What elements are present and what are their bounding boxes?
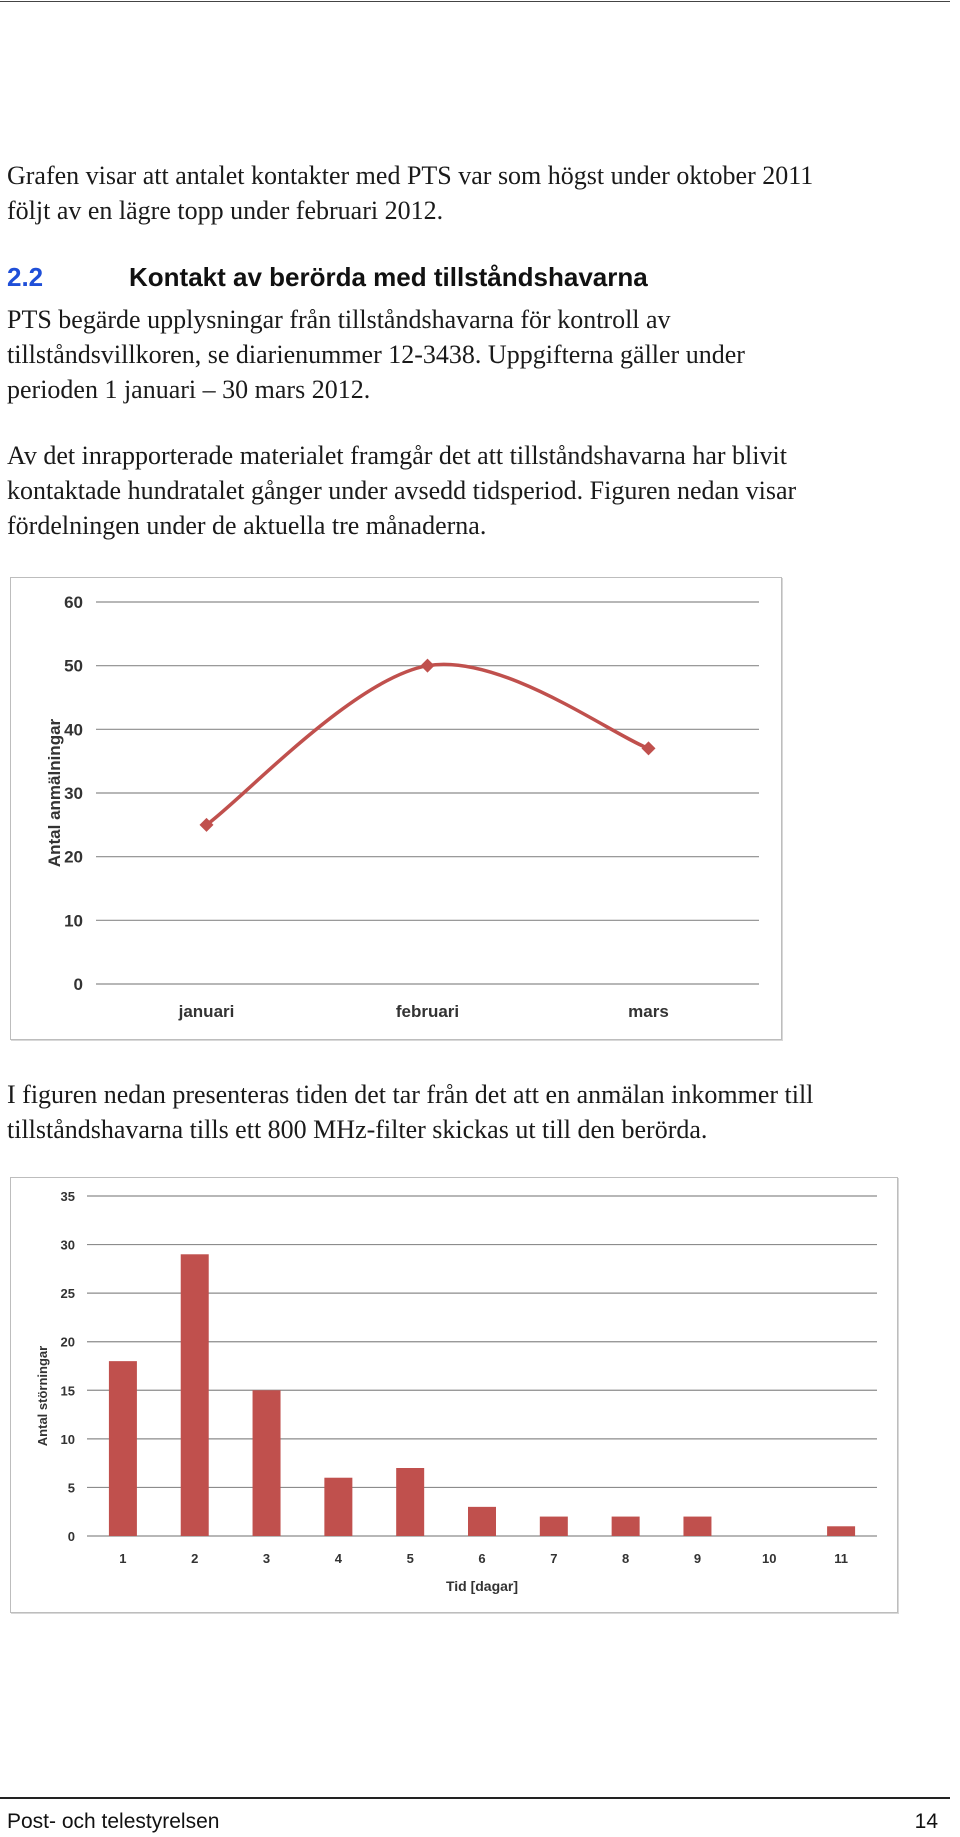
data-point — [642, 741, 656, 755]
x-tick-label: 4 — [334, 1551, 342, 1566]
request-line-3: perioden 1 januari – 30 mars 2012. — [7, 375, 371, 404]
y-tick-label: 25 — [60, 1286, 75, 1302]
x-axis-label: Tid [dagar] — [445, 1578, 519, 1594]
y-axis-label: Antal anmälningar — [45, 718, 64, 868]
header-rule — [0, 1, 950, 2]
material-paragraph — [7, 438, 947, 543]
x-tick-label: 6 — [478, 1551, 486, 1566]
x-tick-label: 2 — [191, 1551, 199, 1566]
y-tick-label: 5 — [67, 1480, 75, 1496]
bar-chart-disturbances — [10, 1177, 898, 1613]
x-tick-label: 9 — [693, 1551, 702, 1566]
y-tick-label: 15 — [60, 1383, 75, 1399]
y-tick-label: 35 — [60, 1189, 75, 1204]
intro-line-1: Grafen visar att antalet kontakter med PTS var som högst under oktober 2011 — [7, 161, 814, 190]
bar-3 — [253, 1390, 281, 1536]
y-tick-label: 20 — [60, 1334, 75, 1350]
line-chart-reports — [10, 577, 782, 1040]
y-tick-label: 0 — [73, 975, 83, 994]
bar-11 — [827, 1526, 855, 1536]
request-paragraph — [7, 302, 947, 407]
footer-organization: Post- och telestyrelsen — [7, 1810, 220, 1833]
y-axis-label: Antal störningar — [35, 1345, 50, 1447]
section-number: 2.2 — [7, 262, 44, 292]
intro-line-2: följt av en lägre topp under februari 2012. — [7, 196, 444, 225]
x-tick-label: 7 — [550, 1551, 558, 1566]
bar-6 — [468, 1507, 496, 1536]
y-tick-label: 40 — [64, 720, 83, 740]
x-tick-label: 10 — [762, 1551, 777, 1566]
section-heading — [7, 260, 907, 294]
bar-5 — [396, 1468, 424, 1536]
filter-line-2: tillståndshavarna tills ett 800 MHz-filter skickas ut till den berörda. — [7, 1115, 708, 1144]
section-title: Kontakt av berörda med tillståndshavarna — [129, 262, 648, 292]
x-tick-label: 5 — [406, 1551, 414, 1566]
x-tick-label: januari — [178, 1002, 235, 1021]
bar-4 — [324, 1478, 352, 1536]
y-tick-label: 10 — [64, 911, 83, 931]
y-tick-label: 30 — [64, 784, 83, 803]
y-tick-label: 30 — [60, 1237, 75, 1253]
footer-page-number: 14 — [914, 1810, 938, 1833]
data-point — [421, 659, 435, 673]
filter-line-1: I figuren nedan presenteras tiden det tar från det att en anmälan inkommer till — [7, 1080, 814, 1109]
x-tick-label: mars — [628, 1002, 669, 1021]
bar-8 — [612, 1517, 640, 1536]
x-tick-label: februari — [395, 1002, 460, 1021]
request-line-1: PTS begärde upplysningar från tillståndshavarna för kontroll av — [7, 305, 671, 334]
x-tick-label: 8 — [622, 1551, 630, 1566]
line-chart-svg — [11, 578, 781, 1039]
y-tick-label: 0 — [67, 1529, 75, 1544]
y-tick-label: 50 — [64, 656, 83, 676]
filter-paragraph — [7, 1077, 947, 1147]
material-line-2: kontaktade hundratalet gånger under avsedd tidsperiod. Figuren nedan visar — [7, 476, 797, 505]
material-line-3: fördelningen under de aktuella tre månaderna. — [7, 511, 487, 540]
y-tick-label: 60 — [64, 593, 83, 612]
x-tick-label: 11 — [834, 1551, 848, 1566]
bar-9 — [683, 1517, 711, 1536]
intro-paragraph — [7, 158, 947, 228]
series-line — [207, 664, 649, 825]
x-tick-label: 1 — [119, 1551, 127, 1566]
bar-7 — [540, 1517, 568, 1536]
y-tick-label: 10 — [60, 1431, 75, 1447]
y-tick-label: 20 — [64, 847, 83, 867]
x-tick-label: 3 — [262, 1551, 271, 1566]
request-line-2: tillståndsvillkoren, se diarienummer 12-3438. Uppgifterna gäller under — [7, 340, 745, 369]
bar-1 — [109, 1361, 137, 1536]
bar-2 — [181, 1254, 209, 1536]
material-line-1: Av det inrapporterade materialet framgår det att tillståndshavarna har blivit — [7, 441, 787, 470]
footer-rule — [0, 1797, 950, 1799]
bar-chart-svg — [11, 1178, 897, 1612]
